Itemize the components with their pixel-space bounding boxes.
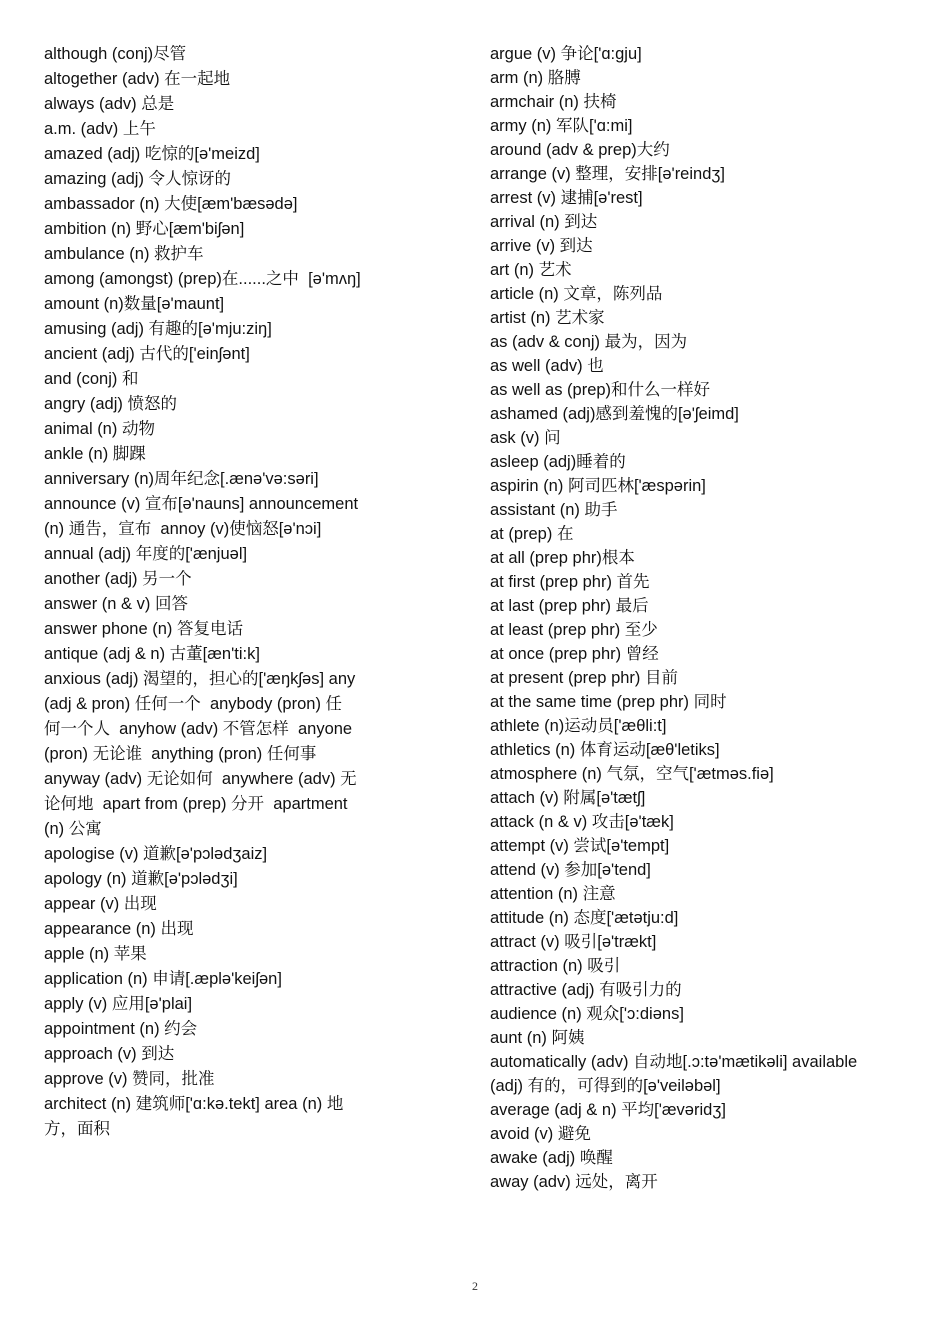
vocab-line: 何一个人 anyhow (adv) 不管怎样 anyone <box>44 720 353 738</box>
vocab-line: assistant (n) 助手 <box>490 501 618 519</box>
vocab-line: ankle (n) 脚踝 <box>44 445 146 463</box>
vocab-line: at last (prep phr) 最后 <box>490 597 649 615</box>
vocab-line: antique (adj & n) 古董[æn'ti:k] <box>44 645 260 663</box>
vocab-line: at least (prep phr) 至少 <box>490 621 658 639</box>
vocab-line: ancient (adj) 古代的['einʃənt] <box>44 345 250 363</box>
vocab-line: (pron) 无论谁 anything (pron) 任何事 <box>44 745 317 763</box>
vocab-line: argue (v) 争论['ɑ:gju] <box>490 45 642 63</box>
vocab-line: approach (v) 到达 <box>44 1045 175 1063</box>
vocab-line: attach (v) 附属[ə'tætʃ] <box>490 789 646 807</box>
vocab-line: at first (prep phr) 首先 <box>490 573 650 591</box>
vocab-line: appearance (n) 出现 <box>44 920 194 938</box>
vocab-line: amazing (adj) 令人惊讶的 <box>44 170 232 188</box>
vocab-line: apply (v) 应用[ə'plai] <box>44 995 193 1013</box>
vocab-line: aunt (n) 阿姨 <box>490 1029 585 1047</box>
vocab-line: arrest (v) 逮捕[ə'rest] <box>490 189 643 207</box>
vocab-line: although (conj)尽管 <box>44 45 187 63</box>
vocab-line: among (amongst) (prep)在......之中 [ə'mʌŋ] <box>44 270 361 288</box>
vocab-line: appointment (n) 约会 <box>44 1020 198 1038</box>
vocab-line: always (adv) 总是 <box>44 95 175 113</box>
vocab-line: attraction (n) 吸引 <box>490 957 621 975</box>
vocab-line: avoid (v) 避免 <box>490 1125 591 1143</box>
vocab-line: (adj) 有的，可得到的[ə'veiləbəl] <box>490 1077 721 1095</box>
vocab-line: arm (n) 胳膊 <box>490 69 581 87</box>
vocab-line: attitude (n) 态度['ætətju:d] <box>490 909 679 927</box>
vocab-line: asleep (adj)睡着的 <box>490 453 626 471</box>
vocab-line: arrival (n) 到达 <box>490 213 598 231</box>
vocab-line: approve (v) 赞同，批准 <box>44 1070 215 1088</box>
vocab-line: arrive (v) 到达 <box>490 237 593 255</box>
vocab-line: arrange (v) 整理，安排[ə'reindʒ] <box>490 165 725 183</box>
vocab-line: as well as (prep)和什么一样好 <box>490 381 711 399</box>
vocab-line: attract (v) 吸引[ə'trækt] <box>490 933 657 951</box>
vocab-line: attractive (adj) 有吸引力的 <box>490 981 682 999</box>
vocab-line: (n) 通告，宣布 annoy (v)使恼怒[ə'nɔi] <box>44 520 322 538</box>
vocab-line: 论何地 apart from (prep) 分开 apartment <box>44 795 348 813</box>
vocab-line: ambassador (n) 大使[æm'bæsədə] <box>44 195 298 213</box>
vocab-line: attempt (v) 尝试[ə'tempt] <box>490 837 670 855</box>
vocab-line: armchair (n) 扶椅 <box>490 93 617 111</box>
vocab-line: application (n) 申请[.æplə'keiʃən] <box>44 970 282 988</box>
vocab-line: anyway (adv) 无论如何 anywhere (adv) 无 <box>44 770 357 788</box>
vocab-line: apple (n) 苹果 <box>44 945 147 963</box>
vocab-line: at all (prep phr)根本 <box>490 549 635 567</box>
vocab-line: anxious (adj) 渴望的，担心的['æŋkʃəs] any <box>44 670 356 688</box>
vocab-line: attend (v) 参加[ə'tend] <box>490 861 651 879</box>
vocab-line: awake (adj) 唤醒 <box>490 1149 613 1167</box>
vocab-line: atmosphere (n) 气氛，空气['ætməs.fiə] <box>490 765 774 783</box>
vocab-line: another (adj) 另一个 <box>44 570 192 588</box>
vocab-line: answer phone (n) 答复电话 <box>44 620 243 638</box>
vocab-line: at once (prep phr) 曾经 <box>490 645 659 663</box>
vocab-line: audience (n) 观众['ɔ:diəns] <box>490 1005 684 1023</box>
vocab-line: attention (n) 注意 <box>490 885 616 903</box>
vocab-line: amazed (adj) 吃惊的[ə'meizd] <box>44 145 260 163</box>
vocab-line: and (conj) 和 <box>44 370 139 388</box>
vocab-line: a.m. (adv) 上午 <box>44 120 156 138</box>
vocab-line: announce (v) 宣布[ə'nauns] announcement <box>44 495 359 513</box>
vocab-line: 方，面积 <box>44 1120 110 1138</box>
vocab-line: anniversary (n)周年纪念[.ænə'və:səri] <box>44 470 319 488</box>
vocab-line: aspirin (n) 阿司匹林['æspərin] <box>490 477 706 495</box>
vocab-line: artist (n) 艺术家 <box>490 309 605 327</box>
vocab-line: angry (adj) 愤怒的 <box>44 395 177 413</box>
vocab-line: annual (adj) 年度的['ænjuəl] <box>44 545 248 563</box>
vocab-line: around (adv & prep)大约 <box>490 141 670 159</box>
vocab-line: at (prep) 在 <box>490 525 574 543</box>
vocab-line: altogether (adv) 在一起地 <box>44 70 231 88</box>
vocab-line: (adj & pron) 任何一个 anybody (pron) 任 <box>44 695 343 713</box>
vocab-line: attack (n & v) 攻击[ə'tæk] <box>490 813 674 831</box>
vocab-line: amount (n)数量[ə'maunt] <box>44 295 225 313</box>
vocab-line: amusing (adj) 有趣的[ə'mju:ziŋ] <box>44 320 272 338</box>
vocab-line: army (n) 军队['ɑ:mi] <box>490 117 633 135</box>
vocab-line: average (adj & n) 平均['ævəridʒ] <box>490 1101 726 1119</box>
vocab-line: athletics (n) 体育运动[æθ'letiks] <box>490 741 720 759</box>
vocab-line: (n) 公寓 <box>44 820 102 838</box>
vocab-line: ask (v) 问 <box>490 429 561 447</box>
vocab-line: automatically (adv) 自动地[.ɔ:tə'mætikəli] available <box>490 1053 858 1071</box>
vocab-line: as (adv & conj) 最为，因为 <box>490 333 688 351</box>
vocab-line: at the same time (prep phr) 同时 <box>490 693 727 711</box>
vocab-line: as well (adv) 也 <box>490 357 604 375</box>
vocab-line: article (n) 文章，陈列品 <box>490 285 663 303</box>
vocab-line: architect (n) 建筑师['ɑ:kə.tekt] area (n) 地 <box>44 1095 344 1113</box>
vocab-line: ashamed (adj)感到羞愧的[ə'ʃeimd] <box>490 405 739 423</box>
vocab-line: athlete (n)运动员['æθli:t] <box>490 717 667 735</box>
page-number: 2 <box>472 1279 478 1293</box>
vocab-line: ambulance (n) 救护车 <box>44 245 204 263</box>
vocab-line: away (adv) 远处，离开 <box>490 1173 658 1191</box>
left-column <box>44 42 394 1142</box>
vocab-line: appear (v) 出现 <box>44 895 157 913</box>
vocab-line: ambition (n) 野心[æm'biʃən] <box>44 220 245 238</box>
vocab-line: animal (n) 动物 <box>44 420 155 438</box>
vocab-line: art (n) 艺术 <box>490 261 572 279</box>
vocab-line: at present (prep phr) 目前 <box>490 669 678 687</box>
vocab-line: answer (n & v) 回答 <box>44 595 188 613</box>
vocab-line: apology (n) 道歉[ə'pɔlədʒi] <box>44 870 238 888</box>
vocab-line: apologise (v) 道歉[ə'pɔlədʒaiz] <box>44 845 268 863</box>
right-column <box>490 42 905 1194</box>
